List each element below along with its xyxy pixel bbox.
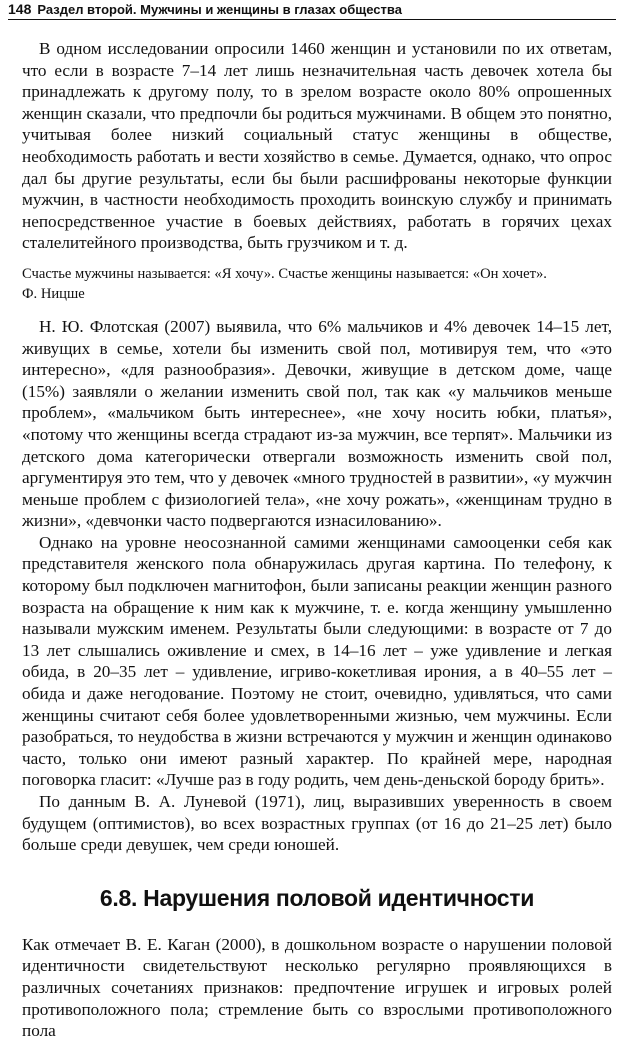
page-number: 148 [8,1,32,17]
section-heading: 6.8. Нарушения половой идентичности [99,884,535,911]
body-paragraph: Н. Ю. Флотская (2007) выявила, что 6% мальчиков и 4% девочек 14–15 лет, живущих в семье, хотели бы изменить свой пол, мотивируя тем, что «это интересно», «для разнообразия». Девочки, живущие в детском доме, чаще (15%) заявляли о желании изменить свой пол, так как «у мальчиков меньше проблем», «мальчиком быть интереснее», «не хочу носить юбки, платья», «потому что женщины всегда страдают из-за мужчин, все терпят». Мальчики из детского дома категорически отвергали возможность изменить свой пол, аргументируя это тем, что у девочек «много трудностей в развитии», «у мужчин меньше проблем с физиологией тела», «не хочу рожать», «женщинам трудно в жизни», «девчонки часто подвергаются изнасилованию». [22,316,612,531]
body-paragraph: По данным В. А. Луневой (1971), лиц, выразивших уверенность в своем будущем (оптимистов), во всех возрастных группах (от 16 до 21–25 лет) было больше среди девушек, чем среди юношей. [22,792,612,855]
running-header-title: Раздел второй. Мужчины и женщины в глазах общества [37,2,402,17]
body-paragraph: Однако на уровне неосознанной самими женщинами самооценки себя как представителя женского пола обнаружилась другая картина. По телефону, к которому был подключен магнитофон, были записаны реакции женщин разного возраста на обращение к ним как к мужчине, т. е. когда женщину умышленно называли мужским именем. Результаты были следующими: в возрасте от 7 до 13 лет слышались оживление и смех, в 14–16 лет – уже удивление и легкая обида, в 20–35 лет – удивление, игриво-кокетливая ирония, а в 40–55 лет – обида и даже негодование. Поэтому не стоит, очевидно, удивляться, что сами женщины считают себя более удовлетворенными жизнью, чем мужчины. Если разобраться, то неудобства в жизни встречаются у мужчин и женщин одинаково часто, только они имеют разный характер. По крайней мере, народная поговорка гласит: «Лучше раз в году родить, чем день-деньской бороду брить». [22,532,612,790]
body-paragraph: В одном исследовании опросили 1460 женщин и установили по их ответам, что если в возрасте 7–14 лет лишь незначительная часть девочек хотела бы принадлежать к другому полу, то в зрелом возрасте около 80% опрошенных женщин сказали, что предпочли бы родиться мужчинами. В общем это понятно, учитывая более низкий социальный статус женщины в обществе, необходимость работать и вести хозяйство в семье. Думается, однако, что опрос дал бы другие результаты, если бы были расшифрованы некоторые функции мужчин, в частности необходимость проходить воинскую службу и принимать непосредственное участие в боевых действиях, работать в горячих цехах сталелитейного производства, быть грузчиком и т. д. [22,39,612,253]
epigraph-author: Ф. Ницше [22,285,85,302]
section-paragraph: Как отмечает В. Е. Каган (2000), в дошкольном возрасте о нарушении половой идентичности свидетельствуют несколько регулярно проявляющихся в различных сочетаниях признаков: предпочтение игрушек и игровых ролей противоположного пола; стремление быть со взрослыми противоположного пола [22,934,612,1041]
page-content [22,38,612,1042]
epigraph-quote: Счастье мужчины называется: «Я хочу». Счастье женщины называется: «Он хочет». [22,265,547,282]
running-header [8,1,616,20]
epigraph [22,264,612,304]
